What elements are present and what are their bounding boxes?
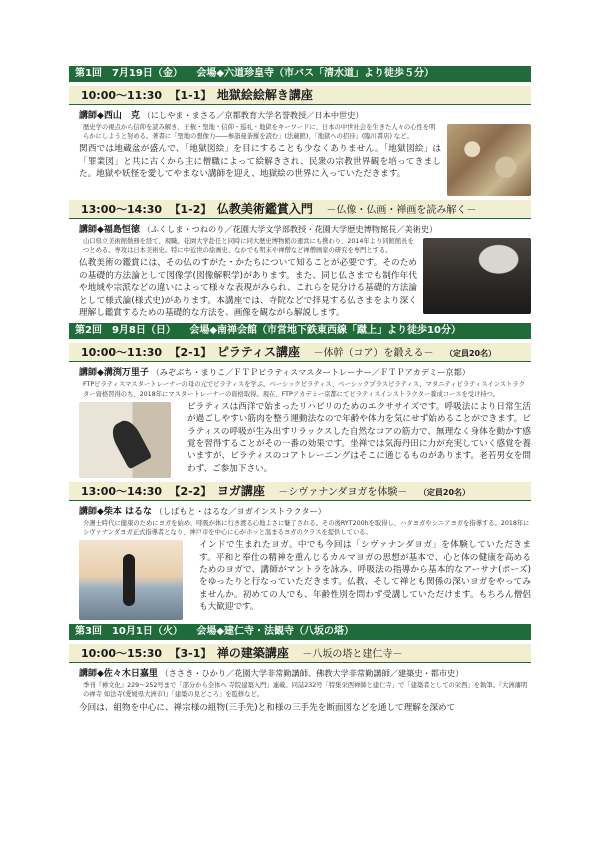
day-label: 第2回 9月8日（日） [75,325,176,337]
day-label: 第3回 10月1日（火） [75,626,183,638]
session-code: 【1-2】 [169,203,212,216]
session-subtitle: －シヴァナンダヨガを体験－ [278,486,408,498]
lecturer-line [69,504,531,517]
lecturer-label: 講師◆ [79,669,104,680]
session-header-1-1 [69,86,531,105]
lecturer-profile: 季刊『禅文化』229～252号まで「部分から全体へ 寺院建築入門」連載。同誌232号「特集栄西禅師と建仁寺」で「建築者としての栄西」を執筆。『大洲藩明の禅寺 如法寺(愛媛県大洲市)』「建築の見どころ」を監修など。 [83,682,528,699]
session-time: 13:00～14:30 [81,484,163,498]
lecturer-line [69,666,531,679]
lecturer-info: （にしやま・まさる／京都教育大学名誉教授／日本中世史） [142,110,364,120]
day-venue: 会場◆六道珍皇寺（市バス「清水道」より徒歩５分） [196,68,435,79]
session-content [69,537,531,620]
session-content [69,235,531,319]
session-header-3-1 [69,644,531,663]
lecturer-profile: 介護士時代に健康のためにヨガを始め、呼吸が体に行き渡る心地よさに魅了される。その後RYT200hを取得し、ハタヨガやシニアヨガを指導する。2018年にシヴァナンダヨガ正式指導者となり、神戸市を中心に心がホッと温まるヨガのクラスを提供している。 [83,519,530,537]
lecture-room-photo [423,238,531,314]
day-venue: 会場◆建仁寺・法観寺（八坂の塔） [196,626,355,638]
program-page [69,62,531,714]
session-description: 仏教美術の鑑賞には、その仏のすがた・かたちについて知ることが必要です。そのための基礎的方法論として図像学(図像解釈学)があります。また、同じ仏さまでも制作年代や地域や宗派などの違いによって様々な表現がみられ、これらを見分ける基礎的方法論として様式論(様式史)があります。本講座では、寺院などで拝見する仏さまをより深く理解し鑑賞するための基礎的な方法を、画像を観ながら解説します。 [79,258,417,319]
day-header-3 [69,624,531,640]
lecturer-line [69,108,531,121]
day-header-2 [69,323,531,339]
lecturer-info: （しばもと・はるな／ヨガインストラクター） [154,505,326,516]
lecturer-profile: FTPピラティスマスタートレーナーの母の元でピラティスを学ぶ。ベーシックピラティス、ベーシックプラスピラティス、マタニティピラティスインストラクター資格習得のち、2018年にマスタートレーナーの資格取得。現在、FTPアカデミー京都にてピラティスインストラクター養成コースを受け持つ。 [83,381,525,398]
pilates-photo [79,402,171,478]
session-code: 【1-1】 [169,89,212,102]
session-time: 10:00～15:30 [81,647,163,661]
lecturer-name: 柴本 はるな [103,506,153,517]
session-time: 10:00～11:30 [81,89,163,102]
session-header-2-1 [69,343,531,362]
session-description: ピラティスは西洋で始まったリハビリのためのエクササイズです。呼吸法により日常生活が過ごしやすい筋肉を整う運動法なので年齢や体力を気にせず始めることができます。ピラティスの呼吸が生み出すリラックスした自然なコアの筋力で、無理なく身体を動かす感覚を習得することがその一番の効果です。坐禅では気海丹田に力が充実していく感覚を養いますが、ピラティスのコアトレーニングはそこに通じるものがあります。老若男女を問わず、ご参加下さい。 [187,401,531,474]
yoga-photo [79,540,183,620]
lecturer-profile: 歴史学の視点から信仰を読み解き、王権・聖地・信仰・巡礼・地獄をキーワードに、日本の中世社会を生きた人々の心性を明らかにしようと努める。著書に「聖地の想像力――参詣曼荼羅を読む」(法蔵館)、「地獄への招待」(臨川書店) など。 [83,124,436,141]
session-content [69,399,531,478]
session-subtitle: －仏像・仏画・禅画を読み解く－ [326,205,477,216]
day-header-1 [69,66,531,82]
session-title: ピラティス講座 [216,345,300,360]
session-capacity: （定員20名） [418,487,471,497]
lecturer-name: 佐々木日嘉里 [103,669,158,680]
lecturer-line [69,222,531,235]
session-time: 13:00～14:30 [81,203,163,216]
lecturer-label: 講師◆ [79,368,104,379]
session-time: 10:00～11:30 [81,346,163,360]
lecturer-name: 福島恒徳 [103,225,140,235]
session-code: 【2-1】 [169,346,212,360]
day-label: 第1回 7月19日（金） [75,68,183,79]
lecturer-profile: 山口県立美術館勤務を経て、現職。花園大学赴任と同時に同大歴史博物館の運営にも携わり、2014年より同館館長をつとめる。専攻は日本美術史。特に中近世の絵画史、なかでも明末や禅僧など禅僧画家の研究を専門とする。 [83,238,414,255]
session-subtitle: －体幹（コア）を鍛える－ [313,348,434,360]
session-header-2-2 [69,482,531,501]
session-title: 仏教美術鑑賞入門 [216,202,313,216]
lecturer-info: （みぞぶち・まりこ／ＦＴＰピラティスマスタートレーナー／ＦＴＰアカデミー京都） [151,367,470,378]
hell-painting-photo [447,124,531,196]
lecturer-info: （ふくしま・つねのり／花園大学文学部教授・花園大学歴史博物館長／美術史） [142,224,438,234]
session-header-1-2 [69,200,531,219]
session-title: ヨガ講座 [216,483,265,498]
session-title: 地獄絵絵解き講座 [216,88,313,102]
session-subtitle: －八坂の塔と建仁寺－ [302,649,403,661]
session-content [69,121,531,196]
lecturer-name: 溝渕万里子 [103,368,149,379]
lecturer-label: 講師◆ [79,506,104,517]
lecturer-info: （ささき・ひかり／花園大学非常勤講師、佛教大学非常勤講師／建築史・都市史） [160,668,464,679]
session-code: 【3-1】 [169,647,212,661]
session-description: 今回は、組物を中心に、禅宗様の組物(三手先)と和様の三手先を断面図などを通して理解を深めて [79,702,456,713]
lecturer-label: 講師◆ [79,225,104,235]
session-code: 【2-2】 [169,484,212,498]
session-description: 関西では地蔵盆が盛んで、「地獄図絵」を目にすることも少なくありません。「地獄図絵」は「罪業図」と共に古くから主に僧職によって絵解きされ、民衆の宗教世界観を培ってきました。地獄や妖怪を愛してやまない講師を迎え、地獄絵の世界に入っていただきます。 [79,144,441,180]
session-capacity: （定員20名） [444,349,497,359]
lecturer-line [69,365,531,378]
session-description: インドで生まれたヨガ。中でも今回は「シヴァナンダヨガ」を体験していただきます。平和と奉仕の精神を重んじるカルマヨガの思想が基本で、心と体の健康を高めるためのヨガで、講師がマントラを詠み、呼吸法の指導から基本的なアーサナ(ポーズ)をゆったりと行なっていただきます。仏教、そして禅とも関係の深いヨガをやってみませんか。初めての人でも、年齢性別を問わず受講していただけます。もちろん僧侶も大歓迎です。 [199,540,531,613]
lecturer-name: 西山 克 [103,111,140,121]
lecturer-label: 講師◆ [79,111,104,121]
day-venue: 会場◆南禅会館（市営地下鉄東西線「蹴上」より徒歩10分） [189,325,461,337]
session-title: 禅の建築講座 [216,646,289,661]
